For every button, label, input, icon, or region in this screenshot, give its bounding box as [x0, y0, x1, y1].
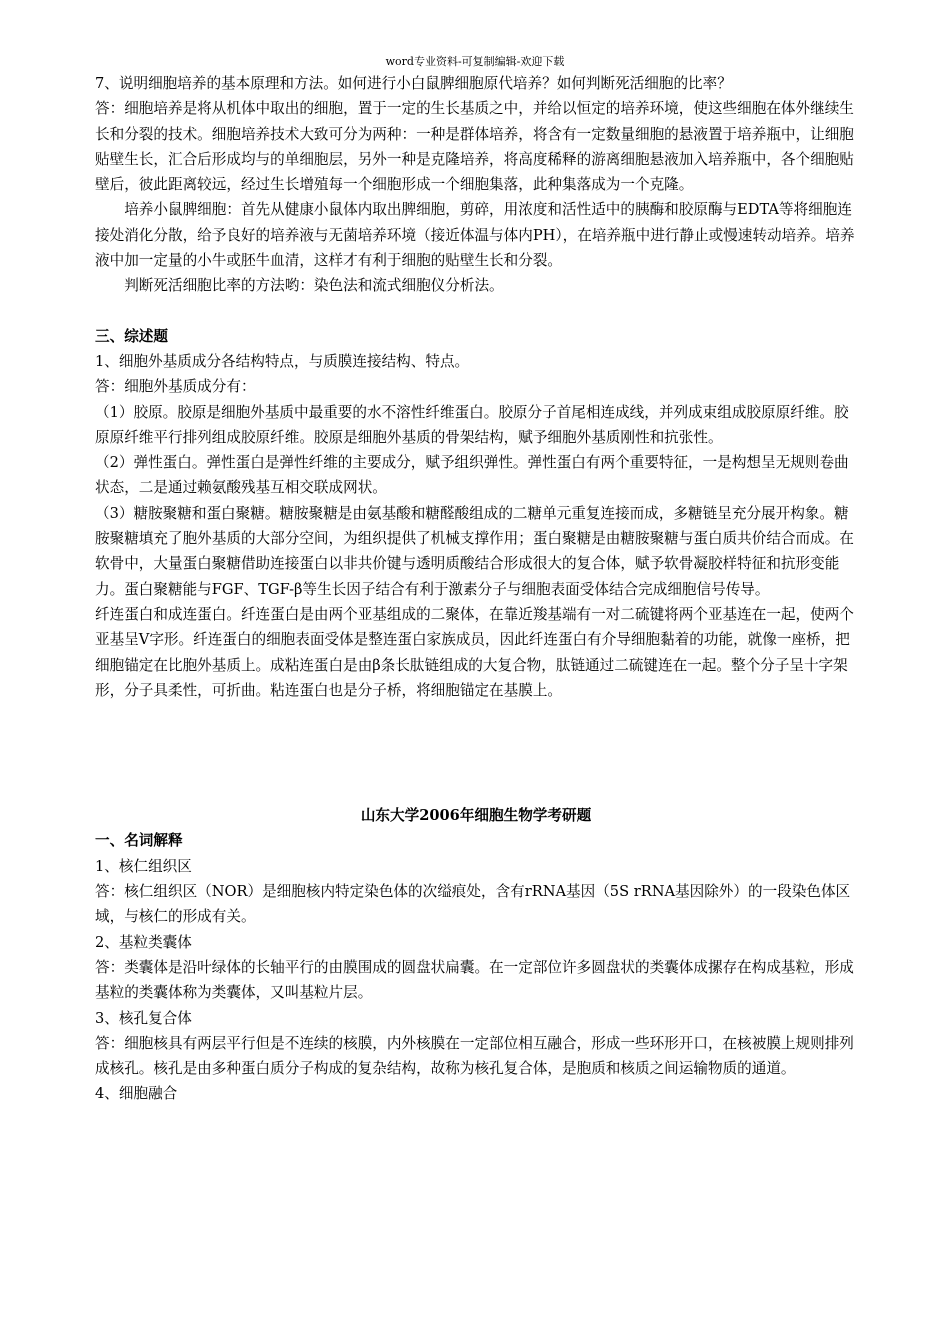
- term-1-answer: 答：核仁组织区（NOR）是细胞核内特定染色体的次缢痕处，含有rRNA基因（5S rRNA基因除外）的一段染色体区域，与核仁的形成有关。: [95, 883, 851, 926]
- document-body: [95, 71, 857, 1107]
- section-3-question-1: 1、细胞外基质成分各结构特点，与质膜连接结构、特点。: [95, 352, 470, 370]
- answer-item-collagen: （1）胶原。胶原是细胞外基质中最重要的水不溶性纤维蛋白。胶原分子首尾相连成线，并列成束组成胶原原纤维。胶原原纤维平行排列组成胶原纤维。胶原是细胞外基质的骨架结构，赋予细胞外基质刚性和抗张性。: [95, 403, 849, 446]
- question-7: 7、说明细胞培养的基本原理和方法。如何进行小白鼠脾细胞原代培养？如何判断死活细胞的比率？: [95, 75, 732, 92]
- answer-7-paragraph-3: 判断死活细胞比率的方法哟：染色法和流式细胞仪分析法。: [124, 277, 504, 295]
- answer-item-glycosaminoglycan: （3）糖胺聚糖和蛋白聚糖。糖胺聚糖是由氨基酸和糖醛酸组成的二糖单元重复连接而成，多糖链呈充分展开构象。糖胺聚糖填充了胞外基质的大部分空间，为组织提供了机械支撑作用；蛋白聚糖是由糖胺聚糖与蛋白质共价结合而成。在软骨中，大量蛋白聚糖借助连接蛋白以非共价键与透明质酸结合形成很大的复合体，赋予软骨凝胶样特征和抗形变能力。蛋白聚糖能与FGF、TGF-β等生长因子结合有利于激素分子与细胞表面受体结合完成细胞信号传导。: [95, 504, 854, 598]
- answer-7-paragraph-1: 答：细胞培养是将从机体中取出的细胞，置于一定的生长基质之中，并给以恒定的培养环境，使这些细胞在体外继续生长和分裂的技术。细胞培养技术大致可分为两种：一种是群体培养，将含有一定数量细胞的悬液置于培养瓶中，让细胞贴壁生长，汇合后形成均与的单细胞层，另外一种是克隆培养，将高度稀释的游离细胞悬液加入培养瓶中，各个细胞贴壁后，彼此距离较远，经过生长增殖每一个细胞形成一个细胞集落，此种集落成为一个克隆。: [95, 100, 854, 194]
- term-2: 2、基粒类囊体: [95, 933, 192, 951]
- section-1-heading: 一、名词解释: [95, 832, 183, 850]
- spacer: [95, 703, 857, 803]
- term-2-answer: 答：类囊体是沿叶绿体的长轴平行的由膜围成的圆盘状扁囊。在一定部位许多圆盘状的类囊体成摞存在构成基粒，形成基粒的类囊体称为类囊体，又叫基粒片层。: [95, 958, 854, 1002]
- section-3-heading: 三、综述题: [95, 327, 168, 345]
- header-note: word专业资料-可复制编辑-欢迎下载: [385, 55, 565, 68]
- answer-item-elastin: （2）弹性蛋白。弹性蛋白是弹性纤维的主要成分，赋予组织弹性。弹性蛋白有两个重要特征，一是构想呈无规则卷曲状态，二是通过赖氨酸残基互相交联成网状。: [95, 454, 849, 497]
- section-3-answer-intro: 答：细胞外基质成分有：: [95, 378, 256, 396]
- exam-title: 山东大学2006年细胞生物学考研题: [360, 807, 592, 825]
- answer-7-paragraph-2: 培养小鼠脾细胞：首先从健康小鼠体内取出脾细胞，剪碎，用浓度和活性适中的胰酶和胶原酶与EDTA等将细胞连接处消化分散，给予良好的培养液与无菌培养环境（接近体温与体内PH），在培养瓶中进行静止或慢速转动培养。培养液中加一定量的小牛或胚牛血清，这样才有利于细胞的贴壁生长和分裂。: [95, 201, 855, 270]
- term-1: 1、核仁组织区: [95, 857, 192, 875]
- answer-item-fibronectin: 纤连蛋白和成连蛋白。纤连蛋白是由两个亚基组成的二聚体，在靠近羧基端有一对二硫键将两个亚基连在一起，使两个亚基呈V字形。纤连蛋白的细胞表面受体是整连蛋白家族成员，因此纤连蛋白有介导细胞黏着的功能，就像一座桥，把细胞锚定在比胞外基质上。成粘连蛋白是由β条长肽链组成的大复合物，肽链通过二硫键连在一起。整个分子呈十字架形，分子具柔性，可折曲。粘连蛋白也是分子桥，将细胞锚定在基膜上。: [95, 605, 854, 699]
- term-3: 3、核孔复合体: [95, 1009, 192, 1027]
- spacer: [95, 299, 857, 324]
- term-4: 4、细胞融合: [95, 1085, 178, 1103]
- term-3-answer: 答：细胞核具有两层平行但是不连续的核膜，内外核膜在一定部位相互融合，形成一些环形开口，在核被膜上规则排列成核孔。核孔是由多种蛋白质分子构成的复杂结构，故称为核孔复合体，是胞质和核质之间运输物质的通道。: [95, 1034, 854, 1078]
